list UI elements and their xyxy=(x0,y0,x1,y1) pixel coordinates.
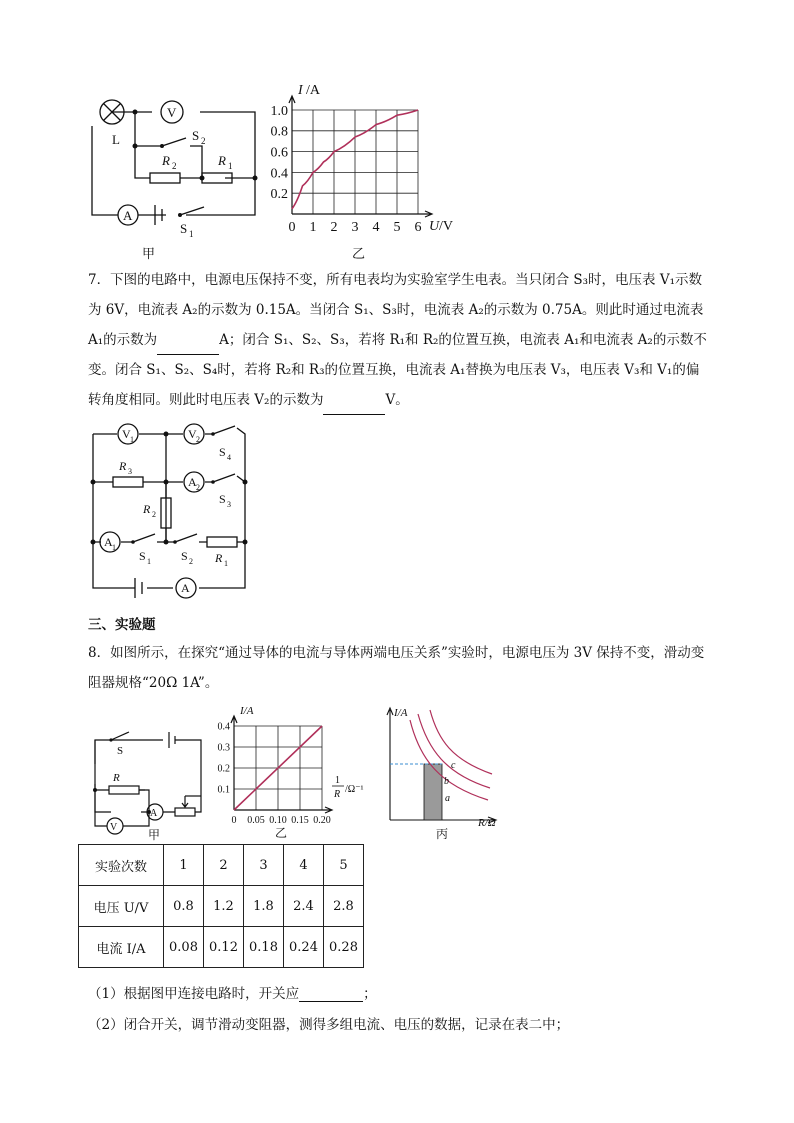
q8-caption-jia: 甲 xyxy=(148,828,161,842)
table-row xyxy=(79,927,364,968)
table-head: 电压 U/V xyxy=(79,886,164,927)
y-tick-label: 1.0 xyxy=(270,103,288,119)
y-tick-label: 0.8 xyxy=(270,124,288,140)
table-cell: 2.8 xyxy=(324,886,364,927)
table-cell: 0.12 xyxy=(204,927,244,968)
s4-sub: 4 xyxy=(227,453,231,462)
table-head: 实验次数 xyxy=(79,845,164,886)
caption-yi-top: 乙 xyxy=(352,246,366,261)
table-cell: 1.2 xyxy=(204,886,244,927)
table-cell: 1.8 xyxy=(244,886,284,927)
table-cell: 0.08 xyxy=(164,927,204,968)
q8-graph-bing xyxy=(380,700,510,842)
x-tick-label: 5 xyxy=(393,220,401,235)
r1-sub: 1 xyxy=(228,161,233,171)
ammeter-label: A xyxy=(123,208,133,223)
data-table xyxy=(78,844,364,968)
a-q7-label: A xyxy=(181,581,190,595)
q8-sub2-text: （2）闭合开关，调节滑动变阻器，测得多组电流、电压的数据，记录在表二中； xyxy=(88,1017,570,1033)
q8-sub1 xyxy=(88,982,377,1002)
r2-q7-label: R xyxy=(143,502,151,516)
table-cell: 5 xyxy=(324,845,364,886)
s3-sub: 3 xyxy=(227,500,231,509)
table-cell: 2 xyxy=(204,845,244,886)
q8-yi-xlabel-unit: /Ω⁻¹ xyxy=(345,784,364,795)
x-tick-label: 0.20 xyxy=(313,815,331,826)
r3-sub: 3 xyxy=(128,467,132,476)
q8-graph-yi xyxy=(210,700,380,840)
x-tick-label: 0 xyxy=(288,220,296,235)
s1-q7-sub: 1 xyxy=(147,557,151,566)
s3-label: S xyxy=(219,492,226,506)
circuit-jia-top xyxy=(80,90,270,265)
x-axis-label-unit: /V xyxy=(439,219,453,234)
q8-caption-yi: 乙 xyxy=(275,826,288,840)
switch1-label: S xyxy=(180,221,188,236)
x-tick-label: 0.10 xyxy=(269,815,287,826)
q8-blank-1[interactable] xyxy=(299,985,363,1002)
table-row xyxy=(79,886,364,927)
r1-label: R xyxy=(218,153,226,168)
q7-text2: A；闭合 S₁、S₂、S₃，若将 R₁和 R₂的位置互换，电流表 A₁和电流表 A₂的示数不变。闭合 S₁、S₂、S₄时，若将 R₂和 R₃的位置互换，电流表 A₁替换为电压表 V₃，电压表 V₃和 V₁的偏转角度相同。则此时电压表 V₂的示数为 xyxy=(88,332,707,408)
q8-text: 8．如图所示，在探究“通过导体的电流与导体两端电压关系”实验时，电源电压为 3V 保持不变，滑动变阻器规格“20Ω 1A”。 xyxy=(88,645,705,691)
q8-bing-xlabel: R/Ω xyxy=(478,817,496,829)
y-axis-label-var: I xyxy=(298,83,303,98)
y-tick-label: 0.2 xyxy=(217,763,230,775)
curve-label-b: b xyxy=(444,776,449,787)
voltmeter-label: V xyxy=(167,105,177,120)
y-tick-label: 0.4 xyxy=(217,721,230,733)
curve-label-a: a xyxy=(445,793,450,804)
x-tick-label: 0.15 xyxy=(291,815,309,826)
x-tick-label: 6 xyxy=(414,220,422,235)
a2-sub: 2 xyxy=(196,483,200,492)
s4-label: S xyxy=(219,445,226,459)
x-tick-label: 4 xyxy=(372,220,380,235)
q7-text: 7．下图的电路中，电源电压保持不变，所有电表均为实验室学生电表。当只闭合 S₃时，电压表 V₁示数为 6V，电流表 A₂的示数为 0.15A。当闭合 S₁、S₃时，电流表 A₂的示数为 0.75A。则此时通过电流表 A₁的示数为 xyxy=(88,272,704,348)
q8-caption-bing: 丙 xyxy=(436,827,449,841)
switch1-sub: 1 xyxy=(189,229,194,239)
r2-label: R xyxy=(162,153,170,168)
q7-paragraph xyxy=(88,265,708,415)
q8-v-label: V xyxy=(110,822,118,833)
table-cell: 2.4 xyxy=(284,886,324,927)
x-tick-label: 2 xyxy=(330,220,338,235)
a2-label: A xyxy=(188,475,197,489)
y-tick-label: 0.6 xyxy=(270,145,288,161)
y-tick-label: 0.1 xyxy=(217,784,230,796)
q8-sub1-text: （1）根据图甲连接电路时，开关应 xyxy=(88,986,300,1002)
caption-jia-top: 甲 xyxy=(142,246,156,261)
q8-paragraph xyxy=(88,638,708,698)
r1-q7-sub: 1 xyxy=(224,559,228,568)
y-axis-label-unit: /A xyxy=(306,83,320,98)
circuit-q7 xyxy=(85,420,265,605)
q7-text3: V。 xyxy=(385,392,409,408)
r1-q7-label: R xyxy=(215,551,223,565)
s2-q7-sub: 2 xyxy=(189,557,193,566)
s2-q7-label: S xyxy=(181,549,188,563)
q7-blank-2[interactable] xyxy=(323,398,385,415)
q8-bing-ylabel: I/A xyxy=(394,707,408,719)
y-axis xyxy=(289,96,295,214)
table-cell: 0.24 xyxy=(284,927,324,968)
q8-sub1-end: ； xyxy=(363,986,377,1002)
y-tick-label: 0.4 xyxy=(270,166,288,182)
q8-circuit-jia xyxy=(85,726,205,841)
v2-sub: 2 xyxy=(196,435,200,444)
table-cell: 0.28 xyxy=(324,927,364,968)
table-head: 电流 I/A xyxy=(79,927,164,968)
q8-yi-xlabel-num: 1 xyxy=(335,775,340,786)
s1-q7-label: S xyxy=(139,549,146,563)
r2-q7-sub: 2 xyxy=(152,510,156,519)
table-row xyxy=(79,845,364,886)
table-cell: 3 xyxy=(244,845,284,886)
y-tick-label: 0.2 xyxy=(270,187,288,203)
r2-sub: 2 xyxy=(172,161,177,171)
q8-sub2 xyxy=(88,1013,569,1033)
section-title: 三、实验题 xyxy=(88,617,156,633)
q8-a-label: A xyxy=(150,808,158,819)
graph-yi-top xyxy=(260,78,470,263)
a1-sub: 1 xyxy=(112,543,116,552)
table-cell: 0.8 xyxy=(164,886,204,927)
curve-label-c: c xyxy=(451,760,456,771)
x-tick-label: 3 xyxy=(351,220,359,235)
x-axis-label-var: U xyxy=(429,219,440,234)
q8-yi-xlabel-den: R xyxy=(334,789,341,800)
lamp-label: L xyxy=(112,132,120,147)
v2-label: V xyxy=(188,427,197,441)
x-tick-label: 0.05 xyxy=(247,815,265,826)
a1-label: A xyxy=(104,535,113,549)
y-axis xyxy=(231,716,237,810)
table-cell: 1 xyxy=(164,845,204,886)
switch2-label: S xyxy=(192,128,200,143)
table-cell: 0.18 xyxy=(244,927,284,968)
x-tick-label: 0 xyxy=(231,815,237,826)
q7-blank-1[interactable] xyxy=(157,338,219,355)
v1-label: V xyxy=(122,427,131,441)
table-cell: 4 xyxy=(284,845,324,886)
v1-sub: 1 xyxy=(130,435,134,444)
q8-r-label: R xyxy=(113,772,120,784)
r3-label: R xyxy=(119,459,127,473)
switch2-sub: 2 xyxy=(201,136,206,146)
q8-s-label: S xyxy=(117,745,124,757)
y-tick-label: 0.3 xyxy=(217,742,230,754)
q8-yi-ylabel: I/A xyxy=(240,705,254,717)
x-tick-label: 1 xyxy=(309,220,317,235)
x-axis xyxy=(234,807,332,813)
